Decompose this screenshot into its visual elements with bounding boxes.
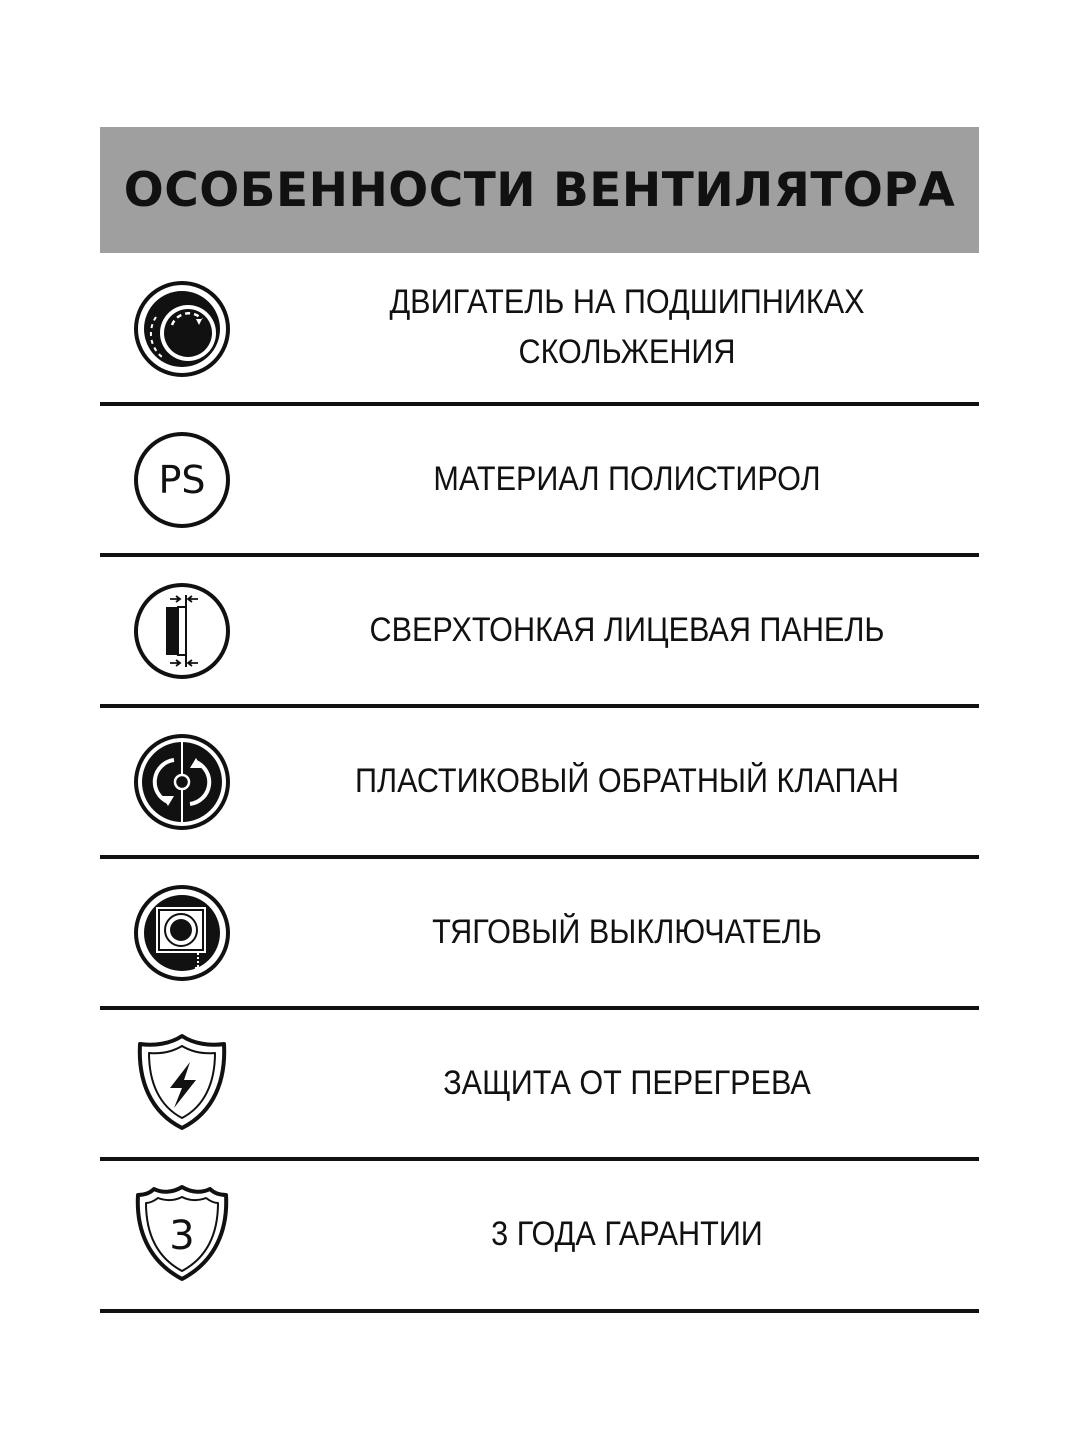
overheat-shield-icon <box>132 1032 232 1132</box>
feature-label-line: МАТЕРИАЛ ПОЛИСТИРОЛ <box>433 459 821 498</box>
feature-row-panel <box>100 557 979 708</box>
feature-label-overheat <box>310 1010 944 1157</box>
polystyrene-icon <box>132 430 232 530</box>
feature-label-line: 3 ГОДА ГАРАНТИИ <box>491 1215 763 1254</box>
sleeve-bearing-icon <box>132 279 232 379</box>
polystyrene-icon-text: PS <box>158 458 206 502</box>
feature-label-line: СКОЛЬЖЕНИЯ <box>518 332 736 371</box>
features-header <box>100 127 979 253</box>
feature-label-material <box>310 406 944 553</box>
feature-label-line: СВЕРХТОНКАЯ ЛИЦЕВАЯ ПАНЕЛЬ <box>369 610 885 649</box>
feature-row-warranty <box>100 1161 979 1313</box>
feature-row-bearing <box>100 253 979 406</box>
feature-label-bearing <box>310 253 944 402</box>
feature-label-line: ПЛАСТИКОВЫЙ ОБРАТНЫЙ КЛАПАН <box>355 761 899 800</box>
feature-row-valve <box>100 708 979 859</box>
feature-row-overheat <box>100 1010 979 1161</box>
feature-label-warranty <box>310 1161 944 1309</box>
check-valve-icon <box>132 732 232 832</box>
feature-label-valve <box>310 708 944 855</box>
feature-label-switch <box>310 859 944 1006</box>
feature-label-panel <box>310 557 944 704</box>
feature-label-line: ТЯГОВЫЙ ВЫКЛЮЧАТЕЛЬ <box>432 912 822 951</box>
warranty-shield-icon <box>132 1183 232 1283</box>
pull-switch-icon <box>132 883 232 983</box>
feature-label-line: ЗАЩИТА ОТ ПЕРЕГРЕВА <box>443 1063 811 1102</box>
feature-row-material <box>100 406 979 557</box>
page-title: ОСОБЕННОСТИ ВЕНТИЛЯТОРА <box>123 162 956 218</box>
warranty-shield-icon-text: 3 <box>169 1213 195 1259</box>
feature-label-line: ДВИГАТЕЛЬ НА ПОДШИПНИКАХ <box>389 283 865 322</box>
feature-row-switch <box>100 859 979 1010</box>
thin-panel-icon <box>132 581 232 681</box>
